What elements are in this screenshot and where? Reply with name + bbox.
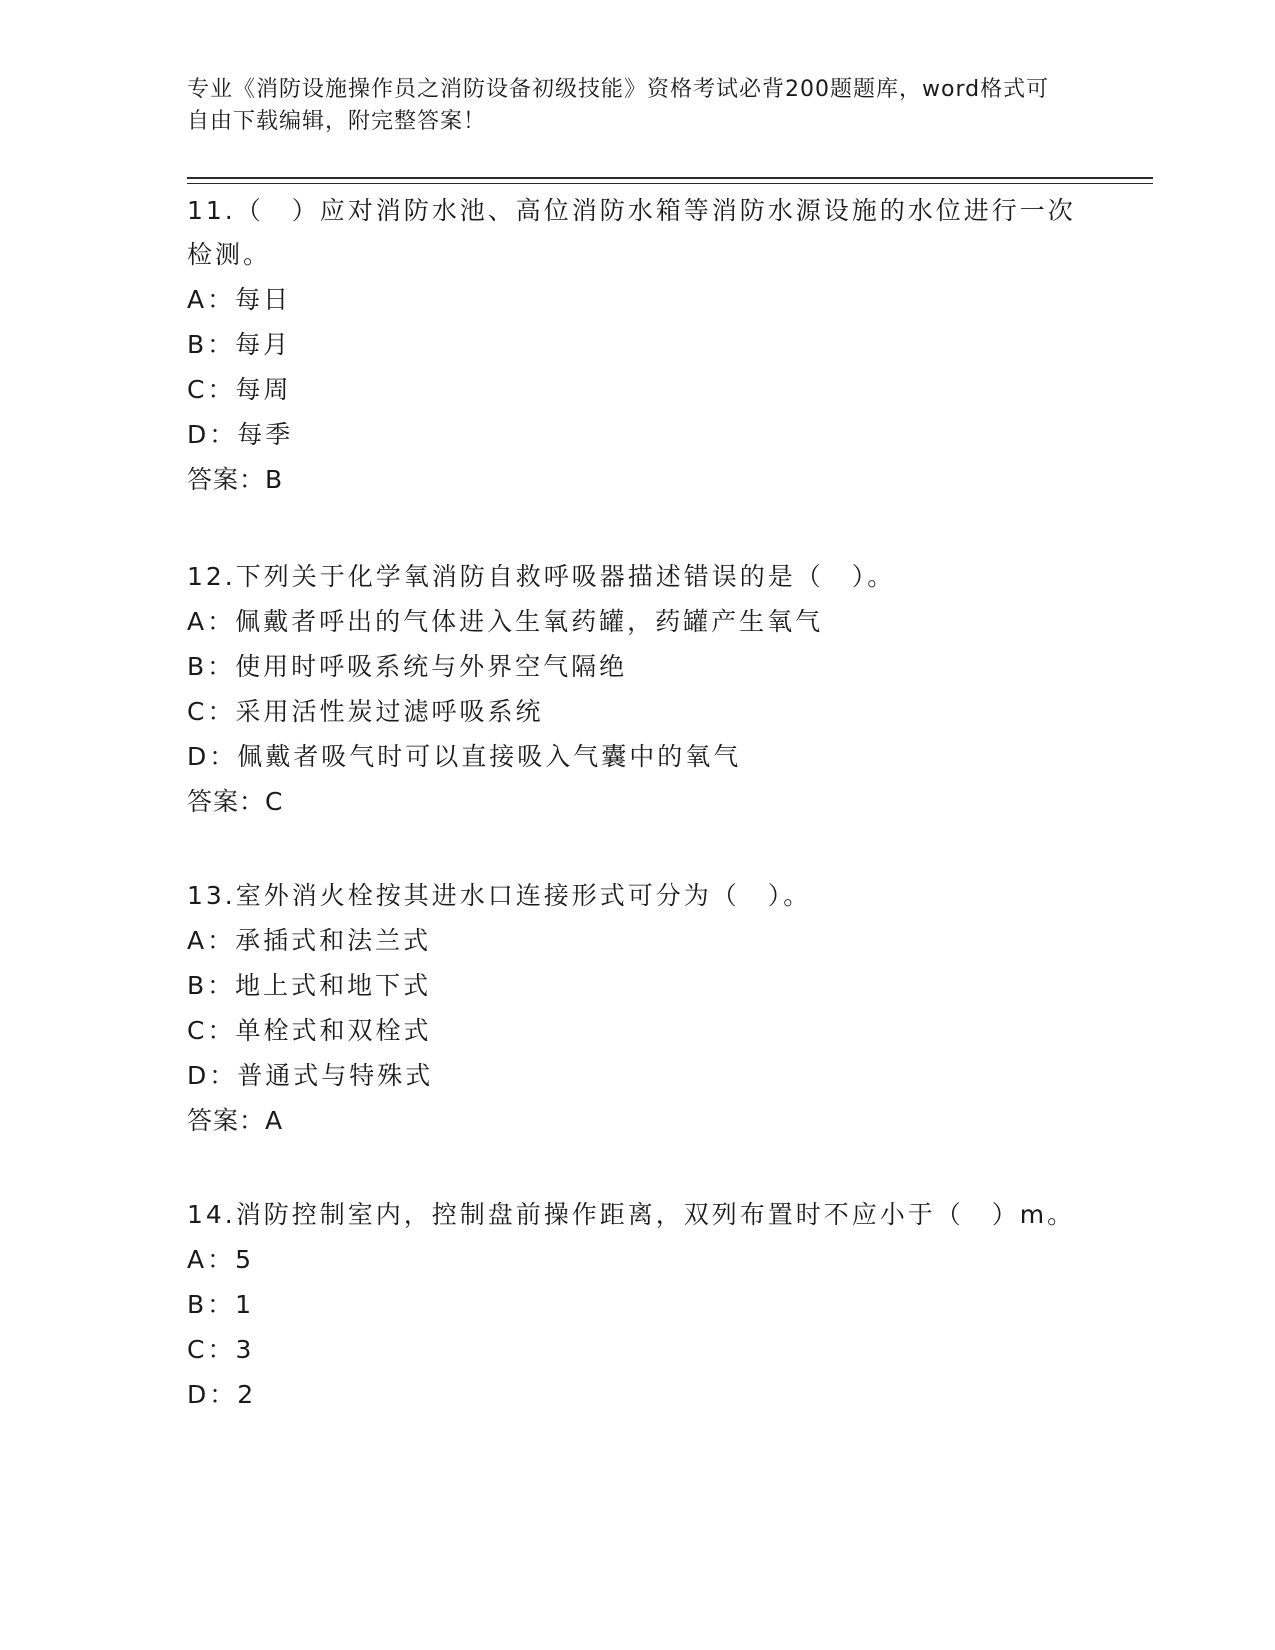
option-d: D：2	[187, 1380, 257, 1409]
question-stem: 12.下列关于化学氧消防自救呼吸器描述错误的是（ ）。	[187, 562, 896, 591]
option-c: C：采用活性炭过滤呼吸系统	[187, 697, 544, 726]
option-c: C：每周	[187, 375, 292, 404]
option-c: C：单栓式和双栓式	[187, 1016, 432, 1045]
question-13	[187, 874, 1087, 1143]
header-divider-thick	[187, 177, 1153, 179]
question-stem: 13.室外消火栓按其进水口连接形式可分为（ ）。	[187, 881, 812, 910]
option-b: B：使用时呼吸系统与外界空气隔绝	[187, 652, 628, 681]
header-divider-thin	[187, 183, 1153, 184]
option-b: B：1	[187, 1290, 255, 1319]
option-a: A：每日	[187, 285, 292, 314]
document-header: 专业《消防设施操作员之消防设备初级技能》资格考试必背200题题库，word格式可自由下载编辑，附完整答案！	[187, 77, 1050, 134]
answer-line: 答案：B	[187, 465, 284, 494]
option-a: A：5	[187, 1245, 255, 1274]
question-14	[187, 1193, 1087, 1417]
question-stem: 11.（ ）应对消防水池、高位消防水箱等消防水源设施的水位进行一次检测。	[187, 196, 1076, 269]
question-11	[187, 189, 1087, 502]
option-b: B：每月	[187, 330, 292, 359]
option-b: B：地上式和地下式	[187, 971, 432, 1000]
question-stem: 14.消防控制室内，控制盘前操作距离，双列布置时不应小于（ ）m。	[187, 1200, 1076, 1229]
option-a: A：承插式和法兰式	[187, 926, 432, 955]
option-d: D：普通式与特殊式	[187, 1061, 434, 1090]
option-c: C：3	[187, 1335, 255, 1364]
option-a: A：佩戴者呼出的气体进入生氧药罐，药罐产生氧气	[187, 607, 824, 636]
option-d: D：每季	[187, 420, 294, 449]
question-12	[187, 555, 1087, 824]
answer-line: 答案：C	[187, 787, 284, 816]
option-d: D：佩戴者吸气时可以直接吸入气囊中的氧气	[187, 742, 742, 771]
answer-line: 答案：A	[187, 1106, 284, 1135]
